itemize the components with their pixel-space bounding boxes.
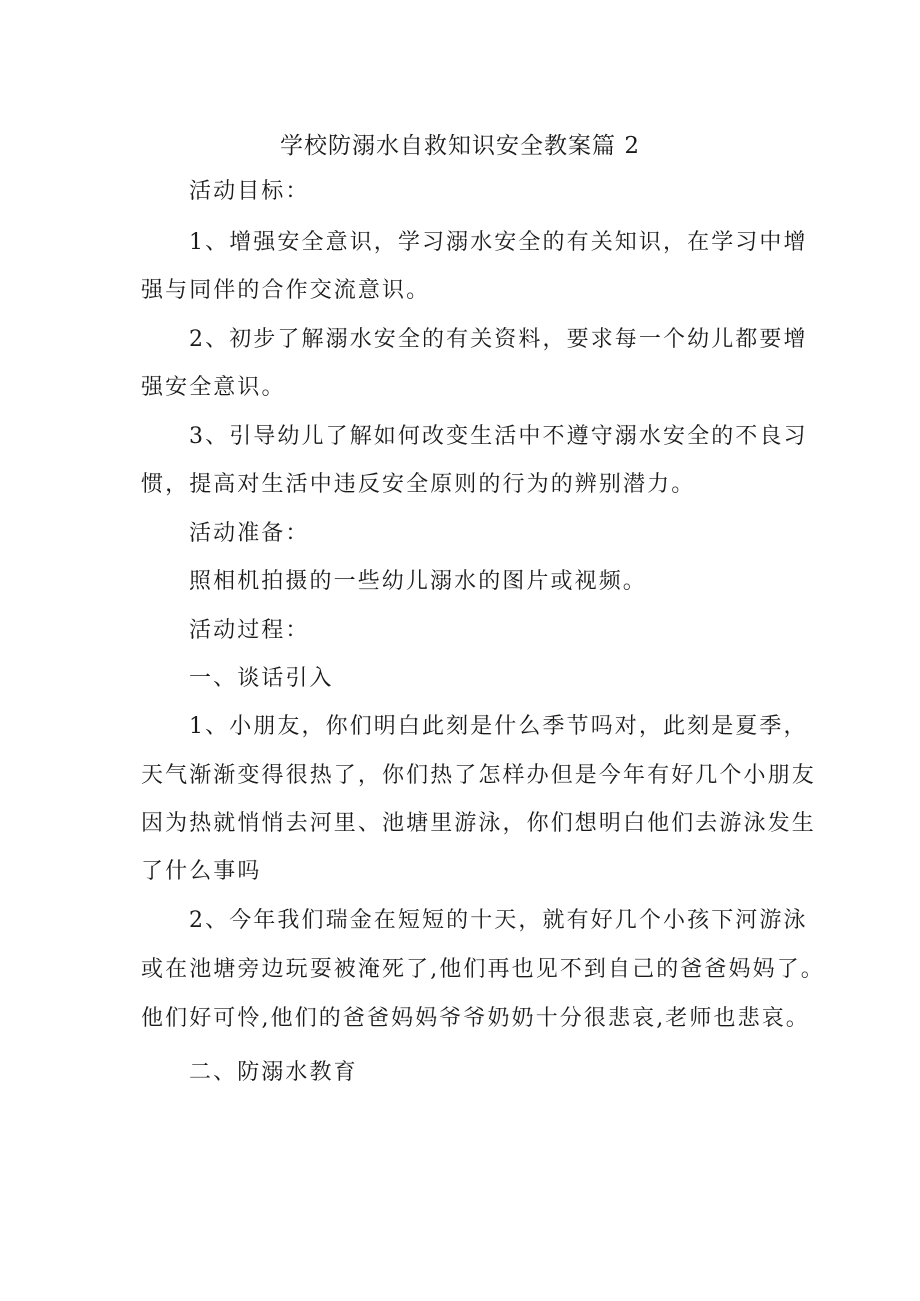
paragraph-line: 1、增强安全意识，学习溺水安全的有关知识，在学习中增 <box>189 230 808 255</box>
paragraph-line: 2、初步了解溺水安全的有关资料，要求每一个幼儿都要增 <box>189 327 808 352</box>
paragraph-line: 强与同伴的合作交流意识。 <box>141 278 431 303</box>
heading-activity-process: 活动过程： <box>189 618 310 643</box>
paragraph-line: 强安全意识。 <box>141 375 286 400</box>
paragraph-line: 2、今年我们瑞金在短短的十天，就有好几个小孩下河游泳 <box>189 908 808 933</box>
paragraph-line: 天气渐渐变得很热了，你们热了怎样办但是今年有好几个小朋友 <box>141 763 816 788</box>
paragraph-line: 因为热就悄悄去河里、池塘里游泳，你们想明白他们去游泳发生 <box>141 811 816 836</box>
paragraph-line: 惯，提高对生活中违反安全原则的行为的辨别潜力。 <box>141 472 696 497</box>
paragraph-line: 3、引导幼儿了解如何改变生活中不遵守溺水安全的不良习 <box>189 424 808 449</box>
paragraph-line: 1、小朋友，你们明白此刻是什么季节吗对，此刻是夏季， <box>189 714 808 739</box>
paragraph-line: 照相机拍摄的一些幼儿溺水的图片或视频。 <box>189 569 647 594</box>
section-heading: 二、防溺水教育 <box>189 1060 358 1085</box>
paragraph-line: 了什么事吗 <box>141 859 262 884</box>
document-title: 学校防溺水自救知识安全教案篇 2 <box>280 133 640 159</box>
paragraph-line: 或在池塘旁边玩耍被淹死了,他们再也见不到自己的爸爸妈妈了。 <box>141 957 825 982</box>
heading-activity-prep: 活动准备： <box>189 521 310 546</box>
paragraph-line: 他们好可怜,他们的爸爸妈妈爷爷奶奶十分很悲哀,老师也悲哀。 <box>141 1006 810 1031</box>
heading-activity-goals: 活动目标： <box>189 179 310 204</box>
section-heading: 一、谈话引入 <box>189 666 334 691</box>
